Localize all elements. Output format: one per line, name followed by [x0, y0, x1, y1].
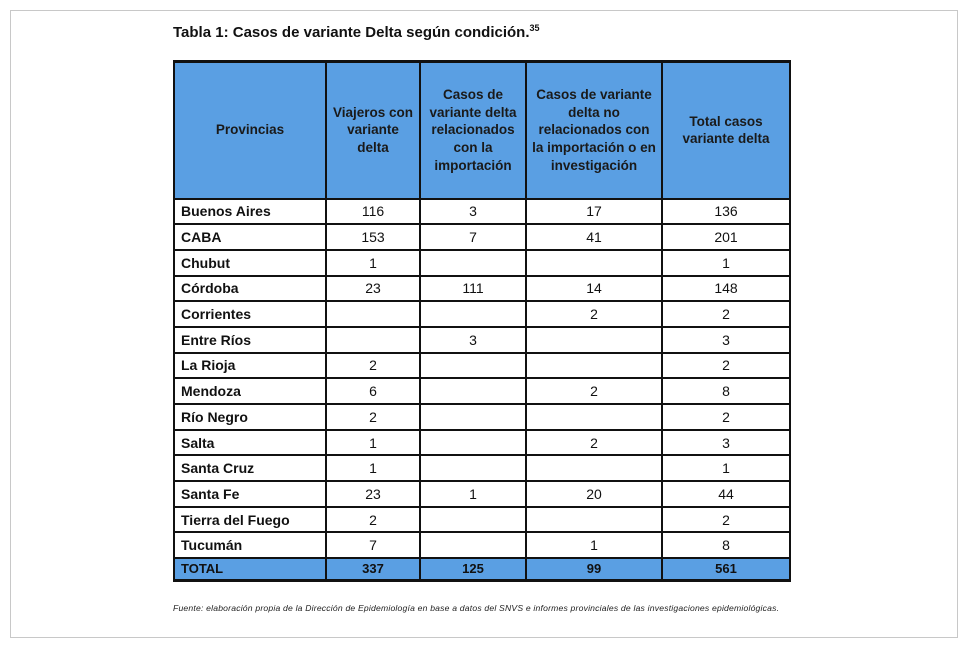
header-total: Total casos variante delta	[662, 62, 790, 199]
cell-relacionados	[420, 455, 526, 481]
table-title-text: Tabla 1: Casos de variante Delta según condición.	[173, 24, 530, 41]
table-header	[174, 62, 790, 199]
cell-provincia: Mendoza	[174, 378, 326, 404]
cell-relacionados	[420, 507, 526, 533]
table-row	[174, 430, 790, 456]
cell-viajeros: 2	[326, 353, 420, 379]
table-row	[174, 507, 790, 533]
cell-viajeros: 1	[326, 430, 420, 456]
cell-relacionados	[420, 353, 526, 379]
cell-no-relacionados: 2	[526, 301, 662, 327]
cell-viajeros: 23	[326, 276, 420, 302]
header-row	[174, 62, 790, 199]
cell-viajeros: 23	[326, 481, 420, 507]
cell-provincia: Tucumán	[174, 532, 326, 558]
cell-viajeros: 6	[326, 378, 420, 404]
cell-relacionados	[420, 250, 526, 276]
totals-viajeros: 337	[326, 558, 420, 580]
totals-no-relacionados: 99	[526, 558, 662, 580]
cell-no-relacionados: 20	[526, 481, 662, 507]
cell-total: 148	[662, 276, 790, 302]
table-row	[174, 327, 790, 353]
table-row	[174, 481, 790, 507]
cell-total: 3	[662, 327, 790, 353]
cell-no-relacionados	[526, 455, 662, 481]
cell-provincia: Buenos Aires	[174, 199, 326, 225]
cell-relacionados	[420, 378, 526, 404]
cell-no-relacionados	[526, 353, 662, 379]
cell-viajeros: 116	[326, 199, 420, 225]
cell-provincia: La Rioja	[174, 353, 326, 379]
cell-viajeros: 153	[326, 224, 420, 250]
cell-relacionados	[420, 404, 526, 430]
cell-relacionados: 7	[420, 224, 526, 250]
cell-relacionados	[420, 301, 526, 327]
cell-relacionados: 111	[420, 276, 526, 302]
cell-no-relacionados	[526, 327, 662, 353]
cell-no-relacionados: 41	[526, 224, 662, 250]
cell-total: 3	[662, 430, 790, 456]
cell-total: 2	[662, 404, 790, 430]
header-relacionados: Casos de variante delta relacionados con la importación	[420, 62, 526, 199]
table-row	[174, 199, 790, 225]
cell-provincia: Salta	[174, 430, 326, 456]
table-row	[174, 532, 790, 558]
table-footer	[174, 558, 790, 580]
cell-total: 1	[662, 250, 790, 276]
cell-viajeros	[326, 301, 420, 327]
cell-provincia: Santa Fe	[174, 481, 326, 507]
cell-total: 44	[662, 481, 790, 507]
cell-provincia: Chubut	[174, 250, 326, 276]
cell-total: 136	[662, 199, 790, 225]
cell-viajeros: 1	[326, 455, 420, 481]
cell-total: 8	[662, 378, 790, 404]
cell-provincia: Santa Cruz	[174, 455, 326, 481]
totals-label: TOTAL	[174, 558, 326, 580]
cell-viajeros: 7	[326, 532, 420, 558]
cell-relacionados: 1	[420, 481, 526, 507]
cell-no-relacionados: 14	[526, 276, 662, 302]
cell-viajeros	[326, 327, 420, 353]
cell-total: 1	[662, 455, 790, 481]
totals-row	[174, 558, 790, 580]
table-row	[174, 353, 790, 379]
cell-total: 201	[662, 224, 790, 250]
table-row	[174, 301, 790, 327]
cell-total: 8	[662, 532, 790, 558]
cell-relacionados	[420, 532, 526, 558]
cell-provincia: Córdoba	[174, 276, 326, 302]
table-body	[174, 199, 790, 559]
cell-no-relacionados: 17	[526, 199, 662, 225]
cell-total: 2	[662, 507, 790, 533]
cell-provincia: Corrientes	[174, 301, 326, 327]
cell-total: 2	[662, 301, 790, 327]
table-row	[174, 455, 790, 481]
cell-viajeros: 1	[326, 250, 420, 276]
cell-provincia: CABA	[174, 224, 326, 250]
header-provincias: Provincias	[174, 62, 326, 199]
cell-viajeros: 2	[326, 507, 420, 533]
cell-no-relacionados	[526, 404, 662, 430]
table-row	[174, 404, 790, 430]
header-viajeros: Viajeros con variante delta	[326, 62, 420, 199]
totals-total: 561	[662, 558, 790, 580]
cell-provincia: Tierra del Fuego	[174, 507, 326, 533]
cell-no-relacionados	[526, 507, 662, 533]
table-row	[174, 224, 790, 250]
cell-provincia: Entre Ríos	[174, 327, 326, 353]
cell-no-relacionados: 2	[526, 378, 662, 404]
title-footnote-ref: 35	[529, 23, 540, 33]
cell-provincia: Río Negro	[174, 404, 326, 430]
delta-cases-table	[173, 60, 791, 582]
cell-relacionados	[420, 430, 526, 456]
cell-no-relacionados: 1	[526, 532, 662, 558]
table-row	[174, 276, 790, 302]
table-title	[173, 24, 540, 41]
header-no-relacionados: Casos de variante delta no relacionados con la importación o en investigación	[526, 62, 662, 199]
cell-no-relacionados: 2	[526, 430, 662, 456]
cell-relacionados: 3	[420, 327, 526, 353]
cell-no-relacionados	[526, 250, 662, 276]
totals-relacionados: 125	[420, 558, 526, 580]
table-row	[174, 250, 790, 276]
cell-total: 2	[662, 353, 790, 379]
cell-relacionados: 3	[420, 199, 526, 225]
table-row	[174, 378, 790, 404]
source-note: Fuente: elaboración propia de la Dirección de Epidemiología en base a datos del SNVS e informes provinciales de las investigaciones epidemiológicas.	[173, 603, 780, 613]
cell-viajeros: 2	[326, 404, 420, 430]
